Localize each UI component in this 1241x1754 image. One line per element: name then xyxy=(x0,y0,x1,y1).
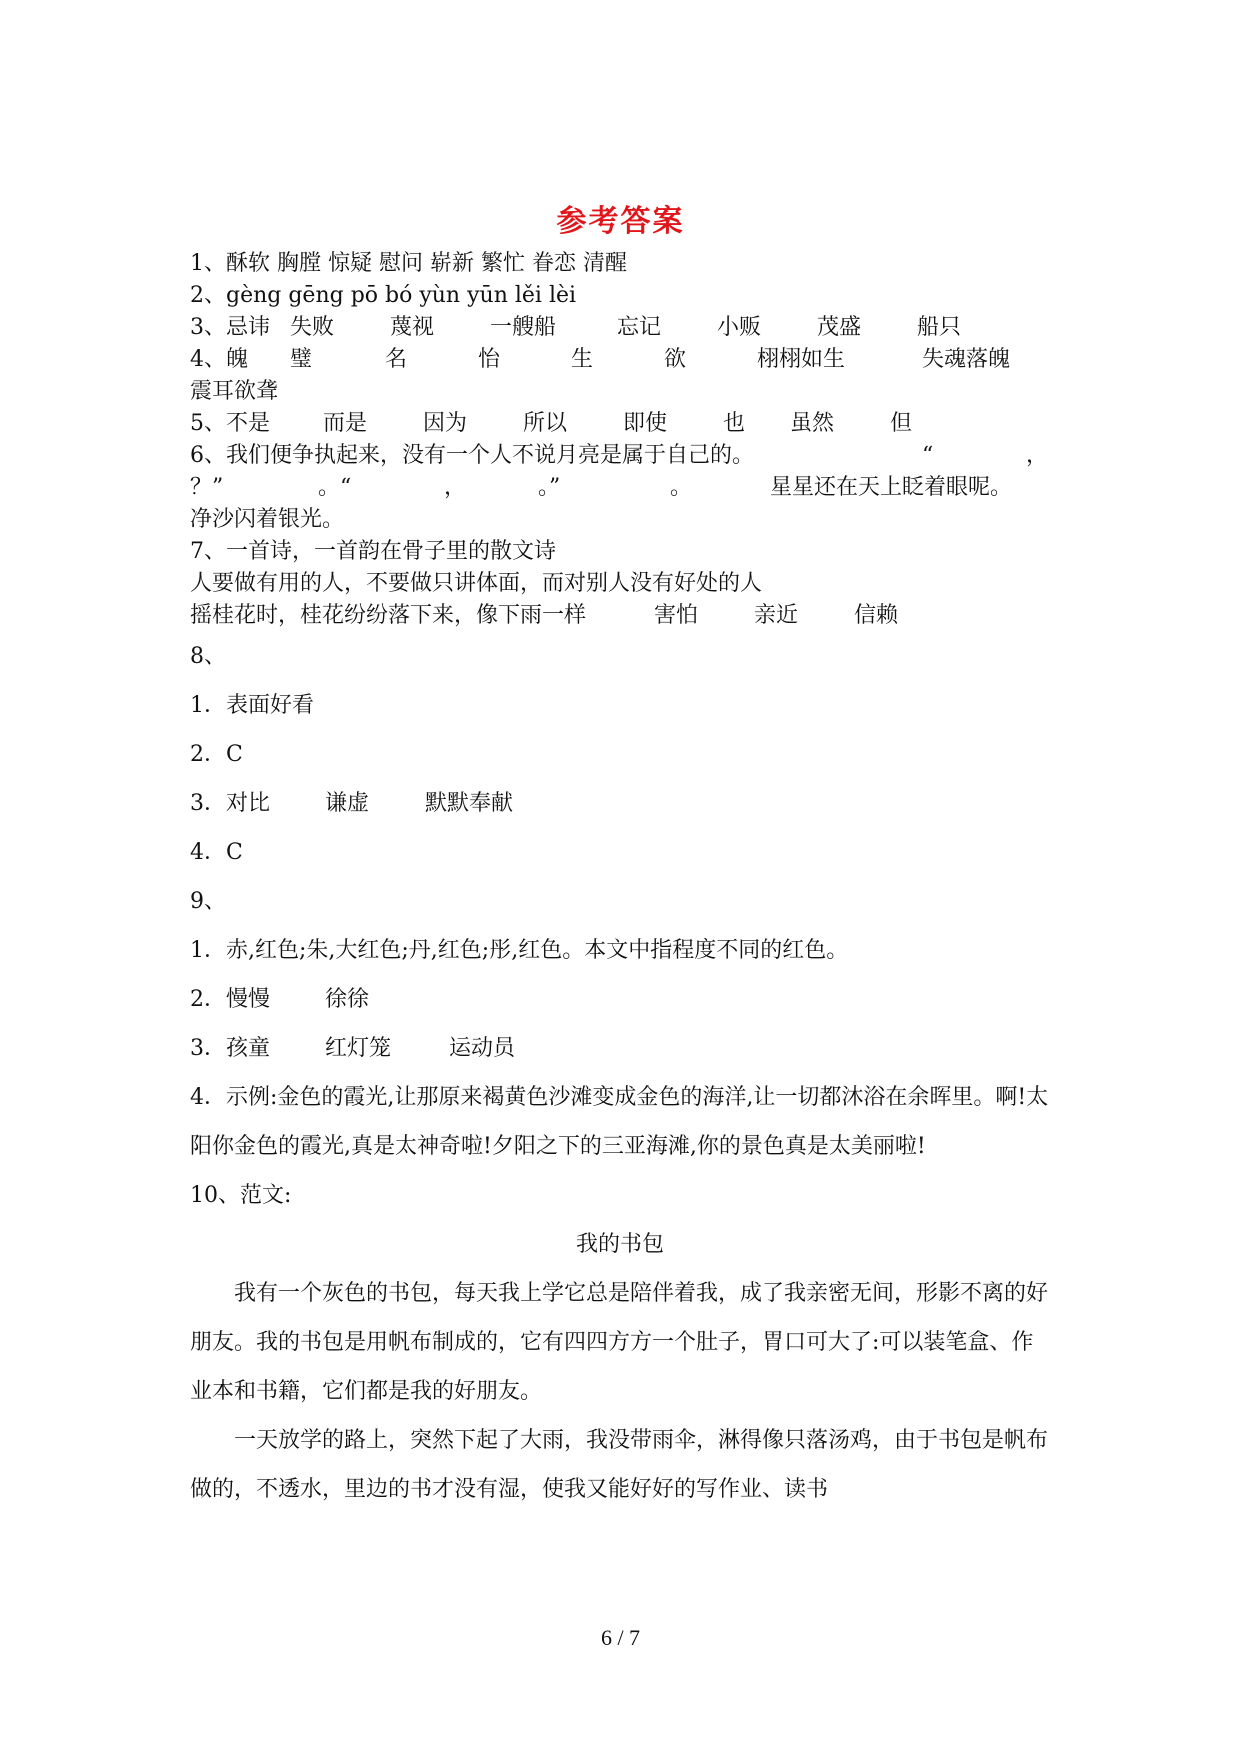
answer-8-2: 2．C xyxy=(190,742,243,767)
answer-8-3-item: 谦虚 xyxy=(325,791,370,816)
answer-6-line-1 xyxy=(190,440,1050,472)
answer-3-item: 忘记 xyxy=(617,315,662,340)
answer-9-3 xyxy=(190,1024,1050,1073)
essay-title: 我的书包 xyxy=(575,1232,664,1257)
answer-9-3-item: 红灯笼 xyxy=(325,1036,392,1061)
answer-5-item: 但 xyxy=(890,411,913,436)
answer-6-mark: 。“ xyxy=(318,475,352,500)
answer-5-item: 因为 xyxy=(423,411,468,436)
answer-4-item: 怡 xyxy=(478,347,501,372)
answer-4-item: 名 xyxy=(385,347,408,372)
answer-7-line-3 xyxy=(190,600,1050,632)
answer-8-4: 4．C xyxy=(190,840,243,865)
answer-3-item: 茂盛 xyxy=(817,315,862,340)
answer-8-3-item: 默默奉献 xyxy=(425,791,514,816)
answer-10-heading: 10、范文: xyxy=(190,1183,292,1208)
answer-7-line-1: 7、一首诗，一首韵在骨子里的散文诗 xyxy=(190,539,556,564)
answer-4-item: 生 xyxy=(571,347,594,372)
answer-4-item: 失魂落魄 xyxy=(922,347,1011,372)
answer-7-line-2: 人要做有用的人，不要做只讲体面，而对别人没有好处的人 xyxy=(190,571,763,596)
answer-2: 2、gèng gēng pō bó yùn yūn lěi lèi xyxy=(190,283,577,308)
answer-9-2-item: 2．慢慢 xyxy=(190,987,270,1012)
answer-4 xyxy=(190,344,1050,376)
answer-7-item: 信赖 xyxy=(854,603,899,628)
answer-6-mark: 。 xyxy=(670,475,693,500)
page-number: 6 / 7 xyxy=(600,1625,641,1650)
answer-6-mark: ？” xyxy=(190,475,224,500)
answer-6-mark: ， xyxy=(444,475,467,500)
answer-7-item: 亲近 xyxy=(754,603,799,628)
answer-8-heading: 8、 xyxy=(190,644,226,669)
answer-6-text: 6、我们便争执起来，没有一个人不说月亮是属于自己的。 xyxy=(190,443,754,468)
answer-6-line-3: 净沙闪着银光。 xyxy=(190,507,345,532)
answer-5-item: 所以 xyxy=(523,411,568,436)
answer-6-mark: 。” xyxy=(538,475,561,500)
answer-5-item: 而是 xyxy=(323,411,368,436)
answer-8-3 xyxy=(190,779,1050,828)
answer-7-item: 摇桂花时，桂花纷纷落下来，像下雨一样 xyxy=(190,603,587,628)
answer-4-item: 璧 xyxy=(290,347,313,372)
answer-5-item: 也 xyxy=(723,411,746,436)
answer-5-item: 虽然 xyxy=(790,411,835,436)
essay-paragraph-1: 我有一个灰色的书包，每天我上学它总是陪伴着我，成了我亲密无间，形影不离的好朋友。我的书包是用帆布制成的，它有四四方方一个肚子，胃口可大了:可以装笔盒、作业本和书籍，它们都是我的好朋友。 xyxy=(190,1281,1049,1404)
answer-5-item: 即使 xyxy=(623,411,668,436)
answer-4-item: 欲 xyxy=(664,347,687,372)
page-title: 参考答案 xyxy=(556,204,685,239)
answer-1: 1、酥软 胸膛 惊疑 慰问 崭新 繁忙 眷恋 清醒 xyxy=(190,251,627,276)
answer-5 xyxy=(190,408,1050,440)
answer-8-1: 1．表面好看 xyxy=(190,693,314,718)
answer-7-item: 害怕 xyxy=(654,603,699,628)
answer-3-item: 一艘船 xyxy=(490,315,557,340)
answer-8-3-item: 3．对比 xyxy=(190,791,270,816)
answer-6-mark: “ xyxy=(922,443,934,468)
answer-3-item: 船只 xyxy=(917,315,962,340)
answer-9-2 xyxy=(190,975,1050,1024)
answer-4-item: 栩栩如生 xyxy=(757,347,846,372)
answer-6-text: 星星还在天上眨着眼呢。 xyxy=(770,475,1013,500)
answer-4-item: 4、魄 xyxy=(190,347,248,372)
answer-9-heading: 9、 xyxy=(190,889,226,914)
answer-3-item: 3、忌讳 xyxy=(190,315,270,340)
answer-3-item: 失败 xyxy=(290,315,335,340)
answer-9-3-item: 运动员 xyxy=(449,1036,516,1061)
answer-3-item: 小贩 xyxy=(717,315,762,340)
answer-9-1: 1．赤,红色;朱,大红色;丹,红色;彤,红色。本文中指程度不同的红色。 xyxy=(190,938,849,963)
answer-9-3-item: 3．孩童 xyxy=(190,1036,270,1061)
essay-paragraph-2: 一天放学的路上，突然下起了大雨，我没带雨伞，淋得像只落汤鸡，由于书包是帆布做的，不透水，里边的书才没有湿，使我又能好好的写作业、读书 xyxy=(190,1428,1049,1502)
answer-6-line-2 xyxy=(190,472,1050,504)
answer-content xyxy=(190,248,1050,1514)
answer-3-item: 蔑视 xyxy=(390,315,435,340)
answer-5-item: 5、不是 xyxy=(190,411,270,436)
answer-6-mark: ， xyxy=(1026,443,1049,468)
answer-3 xyxy=(190,312,1050,344)
answer-4-continued: 震耳欲聋 xyxy=(190,379,279,404)
answer-9-2-item: 徐徐 xyxy=(325,987,370,1012)
answer-9-4: 4．示例:金色的霞光,让那原来褐黄色沙滩变成金色的海洋,让一切都沐浴在余晖里。啊!太阳你金色的霞光,真是太神奇啦!夕阳之下的三亚海滩,你的景色真是太美丽啦! xyxy=(190,1085,1049,1159)
